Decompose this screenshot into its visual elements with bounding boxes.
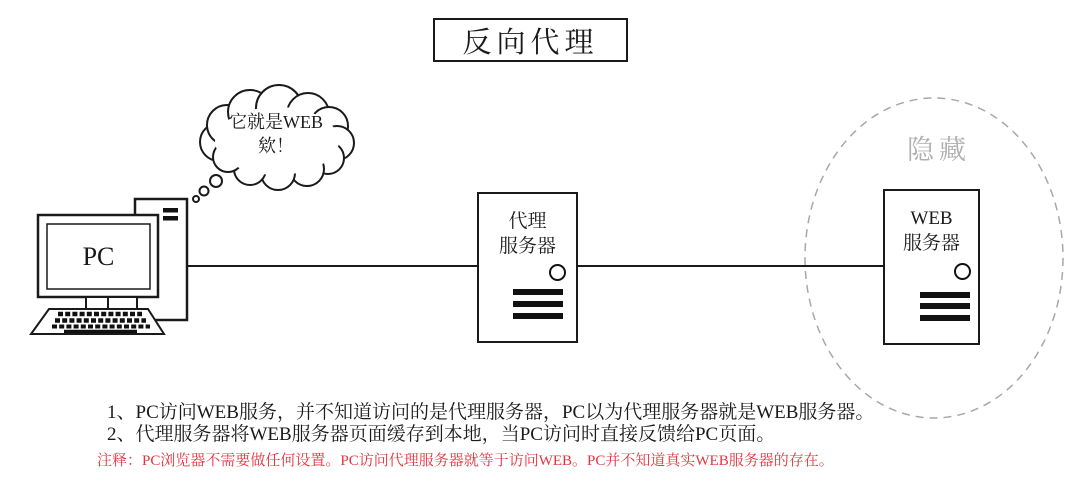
thought-trail-bubble	[193, 196, 199, 202]
web-server-label	[885, 206, 978, 256]
web-server-label-line2: 服务器	[902, 233, 960, 254]
thought-bubble-line2: 欸！	[258, 136, 294, 156]
pc-tower-vent	[163, 216, 178, 221]
proxy-server-node	[477, 192, 578, 343]
thought-trail-bubble	[200, 187, 209, 196]
diagram-title	[433, 18, 628, 62]
thought-trail-bubble	[210, 175, 222, 187]
pc-monitor-stand	[86, 297, 108, 309]
server-vent-bar	[513, 289, 563, 295]
server-led-icon	[549, 264, 566, 281]
proxy-server-label-line1: 代理	[508, 211, 547, 232]
thought-bubble-text	[197, 110, 355, 158]
server-vent-bar	[513, 301, 563, 307]
note-line-1: 1、PC访问WEB服务，并不知道访问的是代理服务器，PC以为代理服务器就是WEB服务器。	[107, 402, 875, 423]
server-vent-bar	[920, 303, 970, 309]
proxy-server-label	[479, 209, 576, 259]
web-server-label-line1: WEB	[910, 208, 953, 229]
web-server-node	[883, 189, 980, 345]
server-vent-bar	[920, 315, 970, 321]
proxy-server-label-line2: 服务器	[498, 236, 556, 257]
server-led-icon	[954, 263, 971, 280]
thought-bubble-line1: 它就是WEB	[229, 112, 323, 132]
note-annotation: 注释：PC浏览器不需要做任何设置。PC访问代理服务器就等于访问WEB。PC并不知道真实WEB服务器的存在。	[97, 453, 834, 469]
note-line-2: 2、代理服务器将WEB服务器页面缓存到本地，当PC访问时直接反馈给PC页面。	[107, 424, 776, 445]
pc-monitor-stand	[108, 297, 137, 309]
pc-label: PC	[82, 241, 115, 271]
diagram-title-text: 反向代理	[462, 26, 599, 59]
server-vent-bar	[513, 313, 563, 319]
hidden-zone-label: 隐藏	[907, 135, 971, 165]
pc-tower-vent	[163, 208, 178, 213]
server-vent-bar	[920, 292, 970, 298]
